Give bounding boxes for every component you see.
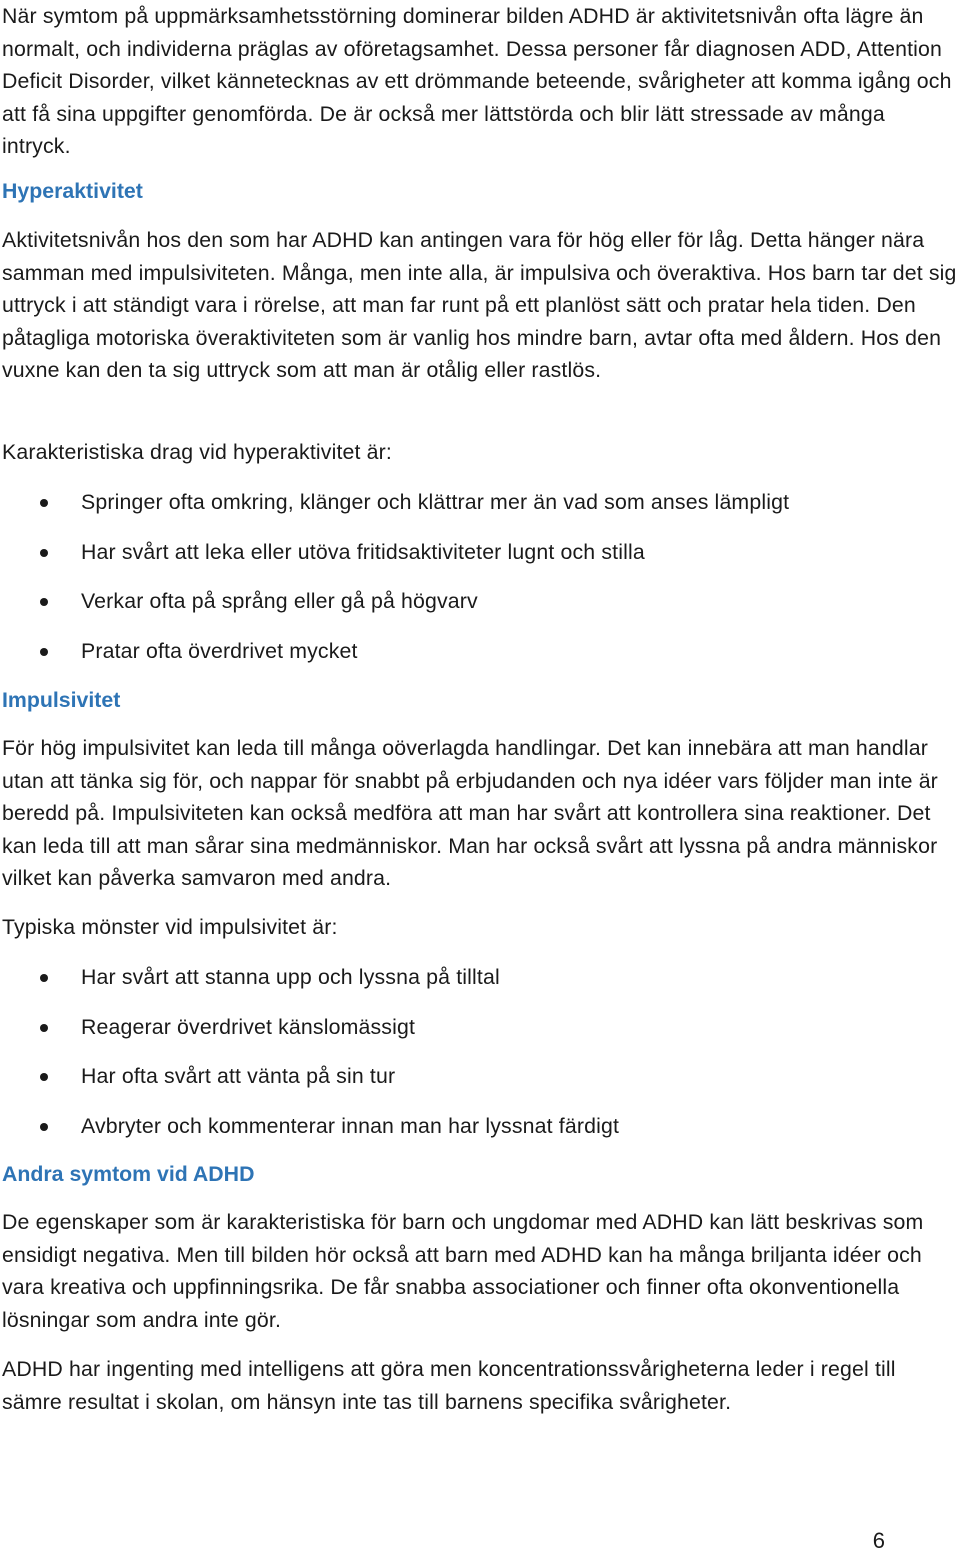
hyperaktivitet-paragraph: Aktivitetsnivån hos den som har ADHD kan antingen vara för hög eller för låg. Detta hänger nära samman med impulsiviteten. Många, men inte alla, är impulsiva och överaktiva. Hos barn tar det sig uttryck i att ständigt vara i rörelse, att man far runt på ett planlöst sätt och pratar hela tiden. Den påtagliga motoriska överaktiviteten som är vanlig hos mindre barn, avtar ofta med åldern. Hos den vuxne kan den ta sig uttryck som att man är otålig eller rastlös. [2, 228, 957, 383]
list-item-text: Springer ofta omkring, klänger och klättrar mer än vad som anses lämpligt [81, 490, 790, 514]
impulsivitet-paragraph: För hög impulsivitet kan leda till många oöverlagda handlingar. Det kan innebära att man handlar utan att tänka sig för, och nappar för snabbt på erbjudanden och nya idéer vars följder man inte är beredd på. Impulsiviteten kan också medföra att man har svårt att kontrollera sina reaktioner. Det kan leda till att man sårar sina medmänniskor. Man har också svårt att lyssna på andra människor vilket kan påverka samvaron med andra. [2, 736, 938, 891]
bullet-icon [40, 499, 48, 507]
list-item [0, 1110, 960, 1160]
list-item [0, 1060, 960, 1110]
page-number: 6 [872, 1528, 885, 1553]
impulsivitet-list-intro: Typiska mönster vid impulsivitet är: [2, 915, 338, 939]
list-item-text: Pratar ofta överdrivet mycket [81, 638, 358, 663]
bullet-icon [40, 648, 48, 656]
bullet-icon [40, 1073, 48, 1081]
bullet-icon [40, 598, 48, 606]
list-item [0, 635, 960, 685]
list-item-text: Avbryter och kommenterar innan man har lyssnat färdigt [81, 1113, 620, 1138]
list-item-text: Verkar ofta på språng eller gå på högvarv [81, 589, 478, 613]
list-item [0, 961, 960, 1011]
intro-paragraph: När symtom på uppmärksamhetsstörning dominerar bilden ADHD är aktivitetsnivån ofta lägre än normalt, och individerna präglas av oföretagsamhet. Dessa personer får diagnosen ADD, Attention Deficit Disorder, vilket kännetecknas av ett drömmande beteende, svårigheter att komma igång och att få sina uppgifter genomförda. De är också mer lättstörda och blir lätt stressade av många intryck. [2, 4, 952, 159]
heading-hyperaktivitet: Hyperaktivitet [2, 179, 143, 203]
list-item-text: Reagerar överdrivet känslomässigt [81, 1014, 416, 1039]
list-item [0, 1011, 960, 1061]
bullet-icon [40, 1123, 48, 1131]
impulsivitet-bullet-list [0, 961, 960, 1159]
andra-symtom-paragraph-2: ADHD har ingenting med intelligens att göra men koncentrationssvårigheterna leder i regel till sämre resultat i skolan, om hänsyn inte tas till barnens specifika svårigheter. [2, 1357, 896, 1414]
bullet-icon [40, 974, 48, 982]
list-item-text: Har ofta svårt att vänta på sin tur [81, 1064, 396, 1088]
list-item [0, 585, 960, 635]
hyperaktivitet-list-intro: Karakteristiska drag vid hyperaktivitet är: [2, 440, 392, 464]
list-item [0, 536, 960, 586]
list-item-text: Har svårt att leka eller utöva fritidsaktiviteter lugnt och stilla [81, 539, 645, 564]
heading-impulsivitet: Impulsivitet [2, 688, 121, 712]
heading-andra-symtom: Andra symtom vid ADHD [2, 1162, 255, 1186]
andra-symtom-paragraph-1: De egenskaper som är karakteristiska för barn och ungdomar med ADHD kan lätt beskrivas som ensidigt negativa. Men till bilden hör också att barn med ADHD kan ha många briljanta idéer och vara kreativa och uppfinningsrika. De får snabba associationer och finner ofta okonventionella lösningar som andra inte gör. [2, 1210, 924, 1332]
hyperaktivitet-bullet-list [0, 486, 960, 684]
bullet-icon [40, 1024, 48, 1032]
list-item [0, 486, 960, 536]
bullet-icon [40, 549, 48, 557]
list-item-text: Har svårt att stanna upp och lyssna på tilltal [81, 965, 500, 989]
